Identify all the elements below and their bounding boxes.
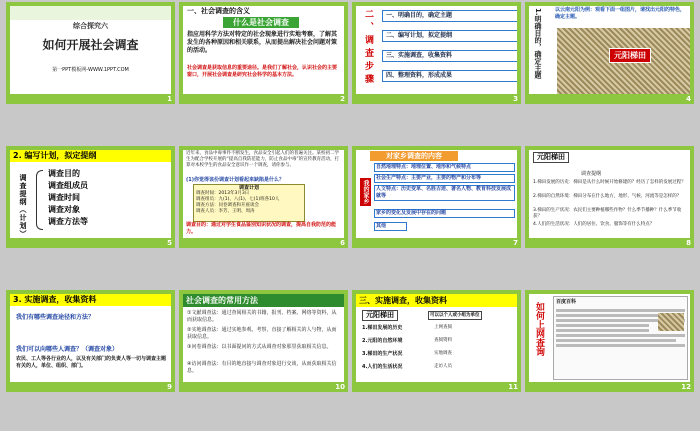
method-item: ①文献调查法：通过查阅相关的书籍、报刊、档案、网络等资料，从而获取信息。 [187,310,337,323]
slide-thumbnail-8[interactable] [525,146,694,248]
slide-6-answer: 调查目的：通过对学生食品鉴别知识状况的调查，提高自我防范的能力。 [186,222,337,235]
method-col: 上网查阅 [434,325,452,330]
slide-thumbnail-1[interactable] [6,2,175,104]
slide-2-banner: 什么是社会调查 [223,17,299,28]
plan-box [193,184,305,222]
slide-9-canvas [10,294,171,382]
webpage-title: 百度百科 [556,299,577,305]
slide-number: 6 [340,239,345,247]
text-block [556,329,649,332]
slide-10-canvas [183,294,344,382]
slide-7-side: 我的家乡 [362,180,369,204]
slide-1-footer: 第一PPT模板网-WWW.1PPT.COM [52,67,129,73]
slide-number: 2 [340,95,345,103]
slide-11-heading: 三、实施调查，收集资料 [356,294,517,307]
slide-4-label: 元阳梯田 [609,48,651,63]
slide-1-header-band [10,6,171,20]
slide-8-subtitle: 调查提纲 [581,171,602,177]
text-block [556,344,685,347]
outline-line: 2.梯田的自然环境：梯田分布在什么地方，地形、气候、河流等是怎样的？ [533,194,682,199]
slide-3-vertical-title: 二、调查步骤 [363,9,373,87]
list-item: 调查对象 [48,205,80,214]
slide-thumbnail-12[interactable] [525,290,694,392]
list-item: 调查组成员 [48,181,88,190]
slide-9-heading: 3. 实施调查，收集资料 [10,294,171,306]
slide-1-canvas [10,6,171,94]
slide-thumbnail-6[interactable] [179,146,348,248]
slide-12-vertical-title: 如何上网查询 [534,302,544,356]
slide-5-side: 调查提纲（计划） [19,174,27,238]
slide-4-canvas [529,6,690,94]
slide-5-canvas [10,150,171,238]
method-col: 实地调查 [434,351,452,356]
plan-line: 调查组员：九(1)、八(1)、七(1)班各10人 [196,197,280,202]
list-item: 调查目的 [48,169,80,178]
slide-3-step-4: 四、整理资料，形成成果 [382,70,517,82]
slide-5-heading: 2. 编写计划，拟定提纲 [10,150,171,162]
slide-2-note: 社会调查是获取信息的重要途径。是我们了解社会，认识社会的主要窗口，开展社会调查是研究社会科学的基本方法。 [187,65,338,78]
list-item: 调查时间 [48,193,80,202]
slide-number: 11 [508,383,518,391]
slide-number: 9 [167,383,172,391]
slide-3-canvas [356,6,517,94]
slide-number: 1 [167,95,172,103]
method-col: 走访人员 [434,364,452,369]
slide-11-canvas [356,294,517,382]
slide-thumbnail-10[interactable] [179,290,348,392]
slide-number: 8 [686,239,691,247]
slide-6-canvas [183,150,344,238]
slide-thumbnail-9[interactable] [6,290,175,392]
slide-5-list [48,168,88,228]
slide-4-caption: 以云南元阳为例：观看下面一组图片，请找出元阳的特色，确定主题。 [555,7,688,21]
slide-thumbnail-3[interactable] [352,2,521,104]
text-block [556,334,685,337]
outline-line: 1.梯田发展的历史：梯田是从什么时候开始修建的？经历了怎样的发展过程？ [533,180,686,185]
slide-number: 3 [513,95,518,103]
slide-10-heading: 社会调查的常用方法 [183,294,344,307]
slide-3-step-2: 二、编写计划，拟定提纲 [382,30,517,42]
slide-2-canvas [183,6,344,94]
slide-number: 12 [681,383,691,391]
slide-thumbnail-7[interactable] [352,146,521,248]
plan-line: 调查人员：李芳、王明、周涛 [196,209,255,214]
content-row-4: 家乡的变化及发展中存在的问题 [374,209,515,218]
table-row: 2.元阳的自然环境 [362,338,403,344]
slide-9-q1: 我们有哪些调查途径和方法？ [16,314,95,321]
slide-thumbnail-11[interactable] [352,290,521,392]
slide-number: 4 [686,95,691,103]
plan-title: 调查计划 [238,185,259,191]
table-row: 3.梯田的生产状况 [362,351,403,357]
plan-line: 调查时间：2013年3月3日 [196,191,250,196]
outline-line: 4.人们的生活状况：人们的居住、饮食、服饰等有什么特点？ [533,222,655,227]
method-item: ③问卷调查法：以书面提问的方式从调查对象那里获取相关信息。 [187,344,332,350]
slide-6-question: (1)你觉得该份调查计划看起来缺陷是什么？ [186,177,285,183]
content-row-2: 社会生产特点：主要产业，主要的物产和分布等 [374,174,515,183]
slide-7-canvas [356,150,517,238]
method-item: ②实地调查法：通过实地参观、考察，直接了解相关的人与物，从而获取信息。 [187,327,337,340]
table-row: 1.梯田发展的历史 [362,325,403,331]
content-row-5: 其他 [374,222,407,231]
slide-number: 10 [335,383,345,391]
plan-line: 调查方法：问卷调查和开座谈会 [196,203,259,208]
slide-number: 5 [167,239,172,247]
slide-9-q2: 我们可以向哪些人调查？（调查对象） [16,346,119,353]
text-block [556,309,685,312]
slide-4-vertical-title: 1.明确目的，确定主题 [534,8,542,79]
slide-1-subtitle: 综合探究六 [73,22,108,30]
text-block [556,314,662,317]
slide-11-title: 元阳梯田 [362,310,398,321]
slide-11-note: 可以以个人或小组为单位 [430,313,480,318]
brace [36,170,43,230]
slide-thumbnail-4[interactable] [525,2,694,104]
slide-thumbnail-5[interactable] [6,146,175,248]
slide-number: 7 [513,239,518,247]
method-item: ④访问调查法：有目的地直接与调查对象进行交谈，从而获取相关信息。 [187,361,337,374]
slide-8-title: 元阳梯田 [533,152,569,163]
content-row-3: 人文特点：历史变革、名胜古迹、著名人物、教育科技发展成就等 [374,185,515,201]
slide-2-body: 指应用科学方法对特定的社会现象进行实地考察，了解其发生的各种原因和相关联系，从而提出解决社会问题对策的活动。 [187,31,338,54]
list-item: 调查方法等 [48,217,88,226]
slide-1-title: 如何开展社会调查 [42,38,139,52]
text-block [556,324,649,327]
table-row: 4.人们的生活状况 [362,364,403,370]
text-block [556,339,676,342]
slide-2-heading: 一、社会调查的含义 [187,7,250,15]
content-row-1: 自然地理特点：地理位置、地形和气候特点 [374,163,515,172]
slide-3-step-3: 三、实施调查，收集资料 [382,50,517,62]
slide-3-step-1: 一、明确目的，确定主题 [382,10,517,22]
slide-9-a2: 农民、工人等各行业的人，以及有关部门的负责人等一切与调查主题有关的人，单位、组织、部门。 [16,356,167,369]
photo-thumbnail [658,313,684,331]
slide-thumbnail-2[interactable] [179,2,348,104]
outline-line: 3.梯田的生产状况：农民们主要种植哪些作物？什么季节播种？什么季节收获？ [533,208,682,219]
slide-6-paragraph: 近年来，食品中毒事件不断发生，食品安全引起人们的普遍关注。某校初二学生为配合学校开展的“提高自我防范能力，防止食品中毒”的宣传教育活动，打算对本校学生的食品安全意识作一个调查，请你参与。 [186,151,340,168]
method-col: 查阅资料 [434,338,452,343]
slide-7-heading: 对家乡调查的内容 [370,151,458,161]
slide-8-canvas [529,150,690,238]
slide-12-canvas [529,294,690,382]
webpage-screenshot [553,296,688,380]
